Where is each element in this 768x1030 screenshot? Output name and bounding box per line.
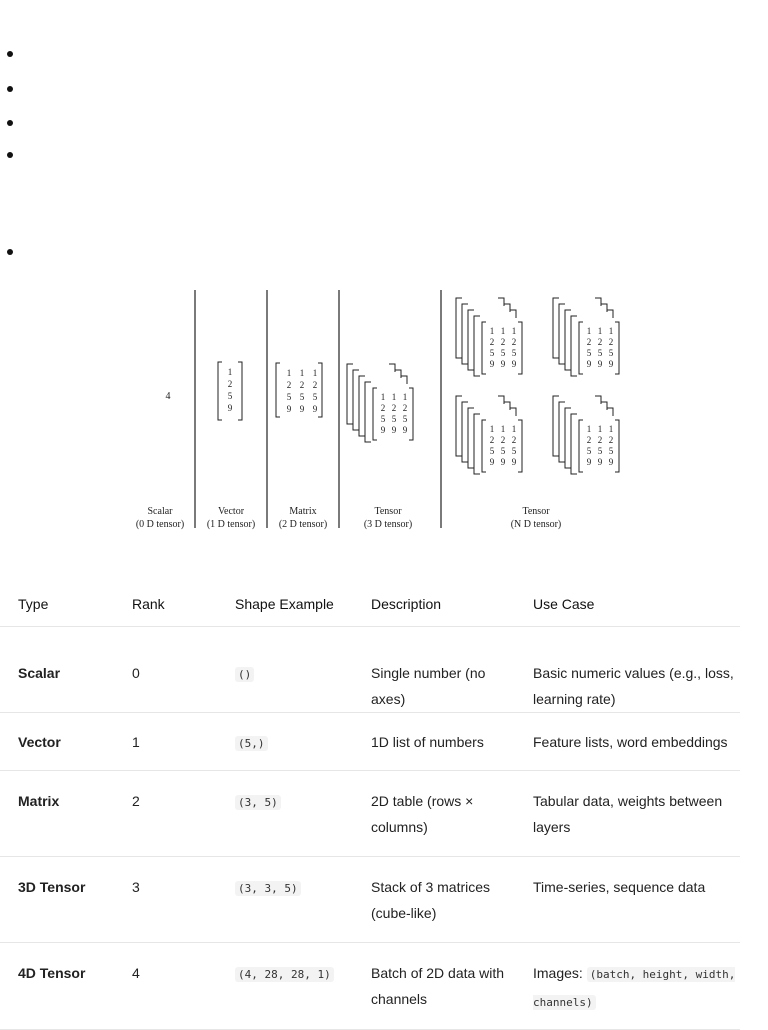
cell-rank: 3 [132, 879, 140, 895]
matrix-cell: 9 [286, 404, 292, 414]
cell-type: Matrix [18, 793, 60, 809]
bracket-left [482, 322, 486, 374]
stack-frame [565, 408, 571, 468]
matrix-cell: 2 [402, 403, 408, 413]
matrix-cell: 2 [500, 337, 506, 347]
matrix-cell: 9 [511, 457, 517, 467]
cell-rank: 0 [132, 665, 140, 681]
stack-frame [595, 396, 601, 404]
matrix-cell: 5 [586, 348, 592, 358]
matrix-cell: 2 [380, 403, 386, 413]
matrix-cell: 2 [391, 403, 397, 413]
stack-frame [474, 414, 480, 474]
matrix-cell: 2 [489, 435, 495, 445]
stack-frame [462, 402, 468, 462]
cell-type: 3D Tensor [18, 879, 86, 895]
stack-frame [510, 310, 516, 318]
stack-frame [553, 298, 559, 358]
stack-frame [498, 298, 504, 306]
stack-frame [359, 376, 365, 436]
cell-shape: () [235, 667, 254, 682]
bracket-left [276, 363, 280, 417]
label-matrix: Matrix [289, 506, 317, 517]
matrix-cell: 5 [402, 414, 408, 424]
matrix-cell: 9 [500, 457, 506, 467]
matrix-cell: 5 [597, 348, 603, 358]
matrix-cell: 9 [597, 359, 603, 369]
scalar-value: 4 [165, 391, 171, 402]
vector-cell: 2 [227, 379, 233, 389]
matrix-cell: 2 [312, 380, 318, 390]
matrix-cell: 5 [391, 414, 397, 424]
cell-type: 4D Tensor [18, 965, 86, 981]
matrix-cell: 1 [597, 424, 603, 434]
matrix-cell: 1 [500, 326, 506, 336]
stack-frame [559, 304, 565, 364]
vector-cell: 9 [227, 403, 233, 413]
stack-frame [468, 408, 474, 468]
table-row [0, 857, 740, 943]
table-header-row [0, 583, 740, 627]
stack-frame [353, 370, 359, 430]
matrix-cell: 1 [391, 392, 397, 402]
label-tensor-3d-sub: (3 D tensor) [363, 519, 413, 530]
matrix-cell: 9 [489, 457, 495, 467]
matrix-cell: 5 [380, 414, 386, 424]
stack-frame [571, 316, 577, 376]
stack-frame [559, 402, 565, 462]
matrix-cell: 2 [597, 435, 603, 445]
stack-frame [553, 396, 559, 456]
stack-frame [389, 364, 395, 372]
stack-frame [456, 298, 462, 358]
stack-frame [347, 364, 353, 424]
cell-type: Scalar [18, 665, 61, 681]
bracket-right [518, 420, 522, 472]
bracket-left [482, 420, 486, 472]
header-type: Type [18, 596, 49, 612]
cell-rank: 4 [132, 965, 140, 981]
matrix-cell: 5 [511, 348, 517, 358]
label-tensor-nd-sub: (N D tensor) [510, 519, 562, 530]
matrix-cell: 5 [489, 446, 495, 456]
label-matrix-sub: (2 D tensor) [278, 519, 328, 530]
bracket-right [409, 388, 413, 440]
matrix-cell: 2 [511, 337, 517, 347]
cell-use-case-code: (batch, height, width, channels) [533, 968, 736, 1009]
table-row [0, 627, 740, 713]
tensor-3d-glyph [347, 364, 413, 442]
matrix-glyph [276, 363, 322, 417]
bracket-left [218, 362, 222, 420]
cell-shape: (4, 28, 28, 1) [235, 967, 334, 982]
stack-frame [565, 310, 571, 370]
stack-frame [601, 402, 607, 410]
matrix-cell: 1 [511, 326, 517, 336]
cell-use-case: Time-series, sequence data [533, 879, 706, 895]
matrix-cell: 2 [608, 435, 614, 445]
stack-frame [395, 370, 401, 378]
matrix-cell: 9 [380, 425, 386, 435]
stack-frame [468, 310, 474, 370]
cell-description: Stack of 3 matrices (cube-like) [371, 879, 491, 921]
matrix-cell: 1 [586, 326, 592, 336]
matrix-cell: 5 [299, 392, 305, 402]
bracket-right [318, 363, 322, 417]
stack-frame [510, 408, 516, 416]
matrix-cell: 5 [608, 348, 614, 358]
matrix-cell: 1 [489, 424, 495, 434]
stack-frame [504, 402, 510, 410]
matrix-cell: 1 [586, 424, 592, 434]
matrix-cell: 1 [380, 392, 386, 402]
stack-frame [607, 310, 613, 318]
matrix-cell: 5 [489, 348, 495, 358]
bracket-right [238, 362, 242, 420]
matrix-cell: 2 [489, 337, 495, 347]
label-scalar-sub: (0 D tensor) [135, 519, 185, 530]
cell-description: Single number (no axes) [371, 665, 486, 707]
matrix-cell: 5 [586, 446, 592, 456]
matrix-cell: 9 [511, 359, 517, 369]
matrix-cell: 1 [489, 326, 495, 336]
matrix-cell: 5 [500, 446, 506, 456]
cell-shape: (3, 3, 5) [235, 881, 301, 896]
matrix-cell: 9 [312, 404, 318, 414]
header-description: Description [371, 596, 442, 612]
bracket-left [579, 420, 583, 472]
label-scalar: Scalar [147, 506, 173, 517]
matrix-cell: 1 [608, 424, 614, 434]
matrix-cell: 9 [597, 457, 603, 467]
stack-frame [504, 304, 510, 312]
matrix-cell: 5 [597, 446, 603, 456]
bracket-right [615, 322, 619, 374]
matrix-cell: 1 [597, 326, 603, 336]
matrix-cell: 2 [608, 337, 614, 347]
table-row [0, 771, 740, 857]
vector-glyph [218, 362, 242, 420]
matrix-cell: 5 [511, 446, 517, 456]
matrix-cell: 9 [299, 404, 305, 414]
matrix-cell: 1 [402, 392, 408, 402]
cell-use-case: Basic numeric values (e.g., loss, learning rate) [533, 665, 734, 707]
matrix-cell: 9 [608, 457, 614, 467]
matrix-cell: 9 [489, 359, 495, 369]
matrix-cell: 9 [608, 359, 614, 369]
vector-cell: 5 [227, 391, 233, 401]
stack-frame [401, 376, 407, 384]
cell-use-case: Tabular data, weights between layers [533, 793, 723, 835]
bracket-right [518, 322, 522, 374]
matrix-cell: 5 [312, 392, 318, 402]
cell-type: Vector [18, 734, 61, 750]
matrix-cell: 2 [500, 435, 506, 445]
matrix-cell: 2 [586, 337, 592, 347]
stack-frame [601, 304, 607, 312]
matrix-cell: 2 [597, 337, 603, 347]
vector-cell: 1 [227, 367, 233, 377]
matrix-cell: 2 [286, 380, 292, 390]
matrix-cell: 9 [586, 359, 592, 369]
matrix-cell: 9 [391, 425, 397, 435]
bracket-right [615, 420, 619, 472]
bracket-left [579, 322, 583, 374]
matrix-cell: 9 [402, 425, 408, 435]
label-vector: Vector [217, 506, 245, 517]
matrix-cell: 5 [500, 348, 506, 358]
stack-frame [456, 396, 462, 456]
matrix-cell: 9 [586, 457, 592, 467]
cell-shape: (3, 5) [235, 795, 281, 810]
matrix-cell: 5 [286, 392, 292, 402]
cell-use-case: Feature lists, word embeddings [533, 734, 728, 750]
header-use-case: Use Case [533, 596, 595, 612]
matrix-cell: 2 [299, 380, 305, 390]
matrix-cell: 9 [500, 359, 506, 369]
matrix-cell: 1 [312, 368, 318, 378]
stack-frame [474, 316, 480, 376]
matrix-cell: 1 [299, 368, 305, 378]
tensor-nd-glyph [456, 298, 619, 474]
table-row [0, 943, 740, 1030]
cell-description: Batch of 2D data with channels [371, 965, 505, 1007]
cell-shape: (5,) [235, 736, 268, 751]
stack-frame [498, 396, 504, 404]
label-vector-sub: (1 D tensor) [206, 519, 256, 530]
matrix-cell: 1 [500, 424, 506, 434]
stack-frame [462, 304, 468, 364]
label-tensor-3d: Tensor [374, 506, 402, 517]
stack-frame [595, 298, 601, 306]
header-shape: Shape Example [235, 596, 334, 612]
cell-description: 2D table (rows × columns) [371, 793, 474, 835]
stack-frame [365, 382, 371, 442]
header-rank: Rank [132, 596, 165, 612]
cell-rank: 2 [132, 793, 140, 809]
matrix-cell: 5 [608, 446, 614, 456]
cell-rank: 1 [132, 734, 140, 750]
matrix-cell: 1 [608, 326, 614, 336]
stack-frame [607, 408, 613, 416]
matrix-cell: 1 [286, 368, 292, 378]
tensor-types-table [0, 583, 740, 1030]
table-row [0, 713, 740, 771]
matrix-cell: 2 [511, 435, 517, 445]
matrix-cell: 2 [586, 435, 592, 445]
matrix-cell: 1 [511, 424, 517, 434]
cell-description: 1D list of numbers [371, 734, 484, 750]
label-tensor-nd: Tensor [522, 506, 550, 517]
stack-frame [571, 414, 577, 474]
bracket-left [373, 388, 377, 440]
cell-use-case-prefix: Images: [533, 965, 587, 981]
